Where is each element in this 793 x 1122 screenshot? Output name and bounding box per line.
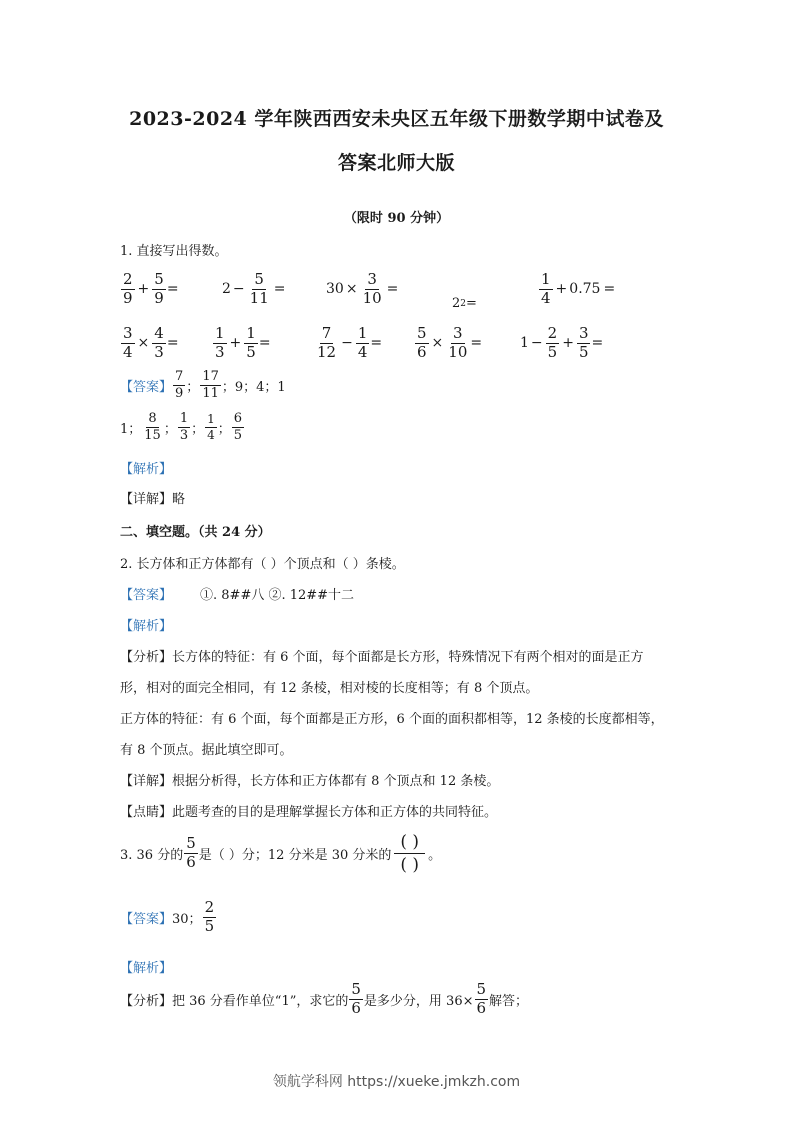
q1-expr-6: $\frac{3}{4}$ × $\frac{4}{3}$ = (123, 324, 179, 361)
q1-answer-line1: 【答案】 $\frac{7}{9}$ ； $\frac{17}{11}$ ；9；4；1 (120, 369, 286, 401)
q3-analysis-label: 【解析】 (120, 961, 173, 976)
q2-fenxi-1: 【分析】长方体的特征：有 6 个面，每个面都是长方形，特殊情况下有两个相对的面是正方 (120, 650, 644, 665)
section-heading: 二、填空题。（共 24 分） (120, 525, 271, 540)
q2-detail: 【详解】根据分析得，长方体和正方体都有 8 个顶点和 12 条棱。 (120, 774, 500, 789)
q2-prompt: 2. 长方体和正方体都有（ ）个顶点和（ ）条棱。 (120, 557, 405, 572)
q1-expr-10: 1 − $\frac{2}{5}$ + $\frac{3}{5}$ = (520, 324, 604, 361)
q3-answer: 【答案】 30； $\frac{2}{5}$ (120, 898, 215, 935)
q2-fenxi-3: 正方体的特征：有 6 个面，每个面都是正方形，6 个面的面积都相等，12 条棱的长度都相等， (120, 712, 664, 727)
q1-expr-3: 30 × $\frac{3}{10}$ = (326, 270, 399, 307)
q1-analysis-label: 【解析】 (120, 462, 173, 477)
q1-detail: 【详解】略 (120, 492, 186, 507)
q2-fenxi-2: 形，相对的面完全相同，有 12 条棱，相对棱的长度相等；有 8 个顶点。 (120, 681, 539, 696)
q2-answer: 【答案】 ①. 8##八 ②. 12##十二 (120, 588, 355, 603)
q2-analysis-label: 【解析】 (120, 619, 173, 634)
q2-fenxi-4: 有 8 个顶点。据此填空即可。 (120, 743, 293, 758)
answer-label: 【答案】 (120, 379, 173, 395)
q1-expr-7: $\frac{1}{3}$ + $\frac{1}{5}$ = (215, 324, 271, 361)
q1-expr-8: $\frac{7}{12}$ − $\frac{1}{4}$ = (317, 324, 383, 361)
doc-title-line1: 2023-2024 学年陕西西安未央区五年级下册数学期中试卷及 (129, 108, 664, 130)
footer-watermark: 领航学科网 https://xueke.jmkzh.com (272, 1074, 521, 1090)
q3-fenxi: 【分析】把 36 分看作单位“1”，求它的 $\frac{5}{6}$ 是多少分，用 36× $\frac{5}{6}$ 解答； (120, 980, 529, 1017)
q1-answer-line2: 1； $\frac{8}{15}$ ； $\frac{1}{3}$ ； $\frac{1}{4}$ ； $\frac{6}{5}$ (120, 411, 243, 443)
q1-expr-1: $\frac{2}{9}$ + $\frac{5}{9}$ = (123, 270, 179, 307)
q2-dianjing: 【点睛】此题考查的目的是理解掌握长方体和正方体的共同特征。 (120, 805, 498, 820)
q1-expr-2: 2 − $\frac{5}{11}$ = (222, 270, 286, 307)
q1-prompt: 1. 直接写出得数。 (120, 244, 228, 259)
q3-prompt: 3. 36 分的 $\frac{5}{6}$ 是（ ）分；12 分米是 30 分米的 ( ) ( ) 。 (120, 832, 442, 875)
q1-expr-9: $\frac{5}{6}$ × $\frac{3}{10}$ = (417, 324, 483, 361)
time-limit: （限时 90 分钟） (343, 211, 450, 226)
q1-expr-4: 2 2 = (452, 296, 477, 311)
q1-expr-5: $\frac{1}{4}$ + 0.75 = (541, 270, 616, 307)
doc-title-line2: 答案北师大版 (337, 152, 455, 174)
